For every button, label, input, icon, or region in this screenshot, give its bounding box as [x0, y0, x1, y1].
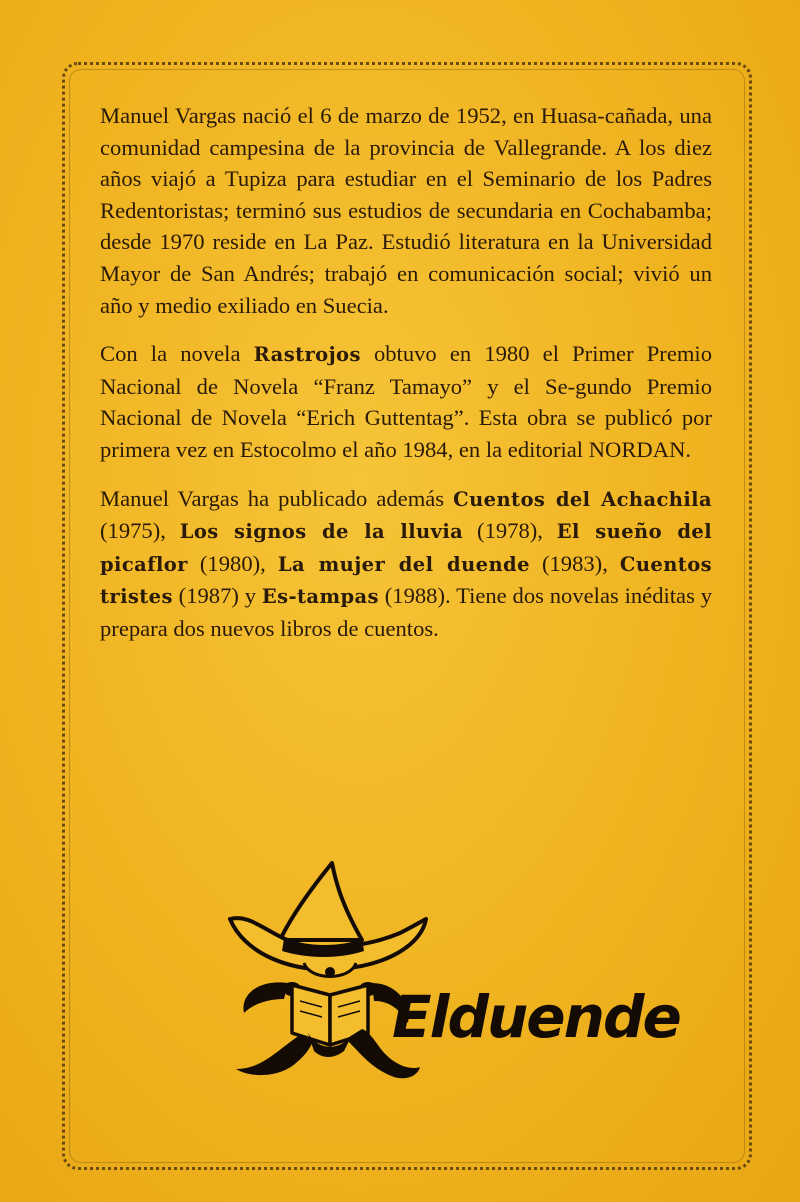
book-title-rastrojos: Rastrojos [253, 343, 361, 367]
biography-paragraph-2 [100, 338, 712, 465]
book-title: Cuentos tristes [100, 552, 712, 609]
book-title: El sueño del picaflor [100, 520, 713, 576]
book-title: Los signos de la lluvia [179, 520, 464, 544]
text-segment: (1983), [529, 550, 620, 576]
book-title: Es-tampas [261, 585, 379, 609]
text-segment: Manuel Vargas ha publicado además [100, 485, 454, 511]
text-segment: Con la novela [100, 341, 254, 367]
text-segment: (1978), [463, 518, 557, 544]
text-segment: (1987) y [172, 583, 262, 609]
book-title: Cuentos del Achachila [453, 487, 712, 511]
biography-paragraph-3 [100, 483, 712, 645]
text-segment: (1975), [100, 518, 180, 544]
publisher-logo [222, 855, 680, 1085]
publisher-wordmark: Elduende [392, 983, 680, 1051]
biography-paragraph-1: Manuel Vargas nació el 6 de marzo de 1952, en Huasa-cañada, una comunidad campesina de la provincia de Vallegrande. A los diez años viajó a Tupiza para estudiar en el Seminario de los Padres Redentoristas; terminó sus estudios de secundaria en Cochabamba; desde 1970 reside en La Paz. Estudió literatura en la Universidad Mayor de San Andrés; trabajó en comunicación social; vivió un año y medio exiliado en Suecia. [100, 103, 712, 318]
text-segment: obtuvo en 1980 el Primer Premio Nacional de Novela “Franz Tamayo” y el Se-gundo Premio Nacional de Novela “Erich Guttentag”. Esta obra se publicó por primera vez en Estocolmo el año 1984, en la editorial NORDAN. [100, 341, 713, 462]
text-segment: (1988). Tiene dos novelas inéditas y prepara dos nuevos libros de cuentos. [100, 583, 712, 641]
text-segment: (1980), [187, 550, 278, 576]
back-cover-text [100, 100, 712, 662]
book-title: La mujer del duende [277, 552, 530, 576]
